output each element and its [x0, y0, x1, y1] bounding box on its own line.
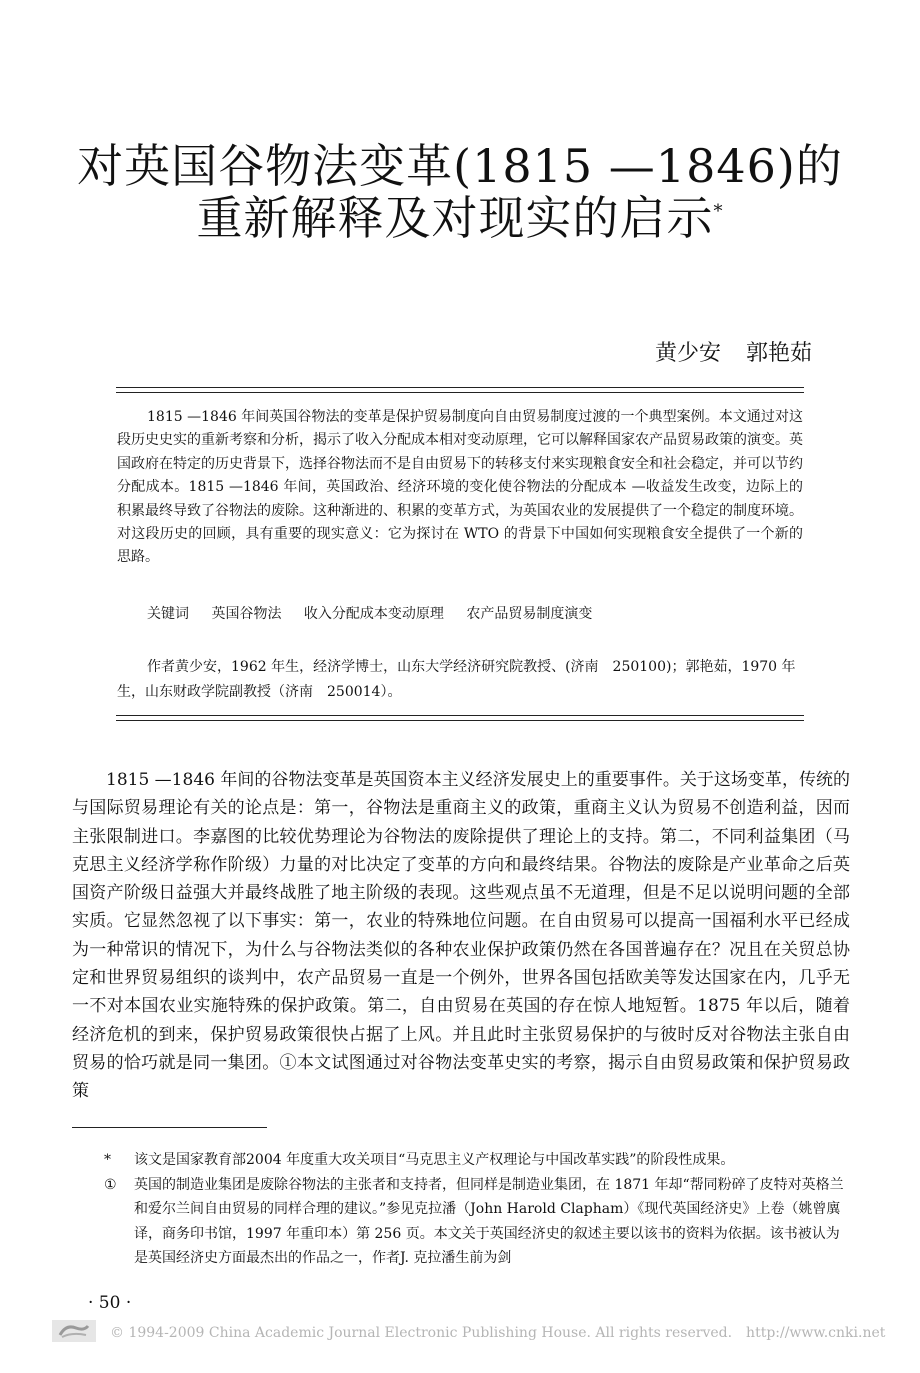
author-info-text: 作者黄少安，1962 年生，经济学博士，山东大学经济研究院教授、(济南 250100)；郭艳茹，1970 年生，山东财政学院副教授（济南 250014）。: [117, 659, 796, 700]
body-paragraph: 1815 —1846 年间的谷物法变革是英国资本主义经济发展史上的重要事件。关于这场变革，传统的与国际贸易理论有关的论点是：第一，谷物法是重商主义的政策，重商主义认为贸易不创造利益，因而主张限制进口。李嘉图的比较优势理论为谷物法的废除提供了理论上的支持。第二，不同利益集团（马克思主义经济学称作阶级）力量的对比决定了变革的方向和最终结果。谷物法的废除是产业革命之后英国资产阶级日益强大并最终战胜了地主阶级的表现。这些观点虽不无道理，但是不足以说明问题的全部实质。它显然忽视了以下事实：第一，农业的特殊地位问题。在自由贸易可以提高一国福利水平已经成为一种常识的情况下，为什么与谷物法类似的各种农业保护政策仍然在各国普遍存在？况且在关贸总协定和世界贸易组织的谈判中，农产品贸易一直是一个例外，世界各国包括欧美等发达国家在内，几乎无一不对本国农业实施特殊的保护政策。第二，自由贸易在英国的存在惊人地短暂。1875 年以后，随着经济危机的到来，保护贸易政策很快占据了上风。并且此时主张贸易保护的与彼时反对谷物法主张自由贸易的恰巧就是同一集团。①本文试图通过对谷物法变革史实的考察，揭示自由贸易政策和保护贸易政策: [72, 770, 850, 1102]
top-double-rule-b: [116, 392, 804, 393]
top-double-rule-a: [116, 387, 804, 388]
copyright-notice: © 1994-2009 China Academic Journal Electronic Publishing House. All rights reserved. http://www.cnki.net: [110, 1325, 886, 1341]
footnote-separator: [72, 1127, 267, 1128]
footnote-mark: *: [104, 1152, 111, 1168]
footnote-item: [104, 1148, 850, 1173]
footnote-text: 该文是国家教育部2004 年度重大攻关项目“马克思主义产权理论与中国改革实践”的阶段性成果。: [134, 1152, 735, 1168]
title-footnote-mark: *: [713, 201, 724, 222]
footnote-item: [104, 1173, 850, 1271]
keyword-item: 农产品贸易制度演变: [466, 606, 593, 622]
cnki-logo-icon: [52, 1320, 96, 1342]
abstract-text: 1815 —1846 年间英国谷物法的变革是保护贸易制度向自由贸易制度过渡的一个典型案例。本文通过对这段历史史实的重新考察和分析，揭示了收入分配成本相对变动原理，它可以解释国家农产品贸易政策的演变。英国政府在特定的历史背景下，选择谷物法而不是自由贸易下的转移支付来实现粮食安全和社会稳定，并可以节约分配成本。1815 —1846 年间，英国政治、经济环境的变化使谷物法的分配成本 —收益发生改变，边际上的积累最终导致了谷物法的废除。这种渐进的、积累的变革方式，为英国农业的发展提供了一个稳定的制度环境。对这段历史的回顾，具有重要的现实意义：它为探讨在 WTO 的背景下中国如何实现粮食安全提供了一个新的思路。: [117, 409, 803, 566]
author-names: 黄少安 郭艳茹: [655, 341, 812, 366]
bottom-double-rule-a: [116, 715, 804, 716]
page-number: · 50 ·: [88, 1293, 132, 1313]
footnotes: [104, 1148, 850, 1271]
article-title-line-1: 对英国谷物法变革(1815 —1846)的: [77, 139, 843, 193]
keywords: [147, 603, 610, 623]
abstract: [117, 406, 803, 570]
footnote-text: 英国的制造业集团是废除谷物法的主张者和支持者，但同样是制造业集团，在 1871 年却“帮同粉碎了皮特对英格兰和爱尔兰间自由贸易的同样合理的建议。”参见克拉潘（John Harold Clapham）《现代英国经济史》上卷（姚曾廙译，商务印书馆，1997 年重印本）第 256 页。本文关于英国经济史的叙述主要以该书的资料为依据。该书被认为是英国经济史方面最杰出的作品之一，作者J. 克拉潘生前为剑: [134, 1176, 844, 1266]
article-title-line-2: 重新解释及对现实的启示*: [196, 191, 724, 245]
bottom-double-rule-b: [116, 720, 804, 721]
keywords-label: 关键词: [147, 606, 189, 622]
keyword-item: 收入分配成本变动原理: [303, 606, 444, 622]
keyword-item: 英国谷物法: [211, 606, 282, 622]
body-text: [72, 766, 850, 1106]
footnote-mark: ①: [104, 1176, 117, 1193]
author-info: [117, 655, 807, 705]
